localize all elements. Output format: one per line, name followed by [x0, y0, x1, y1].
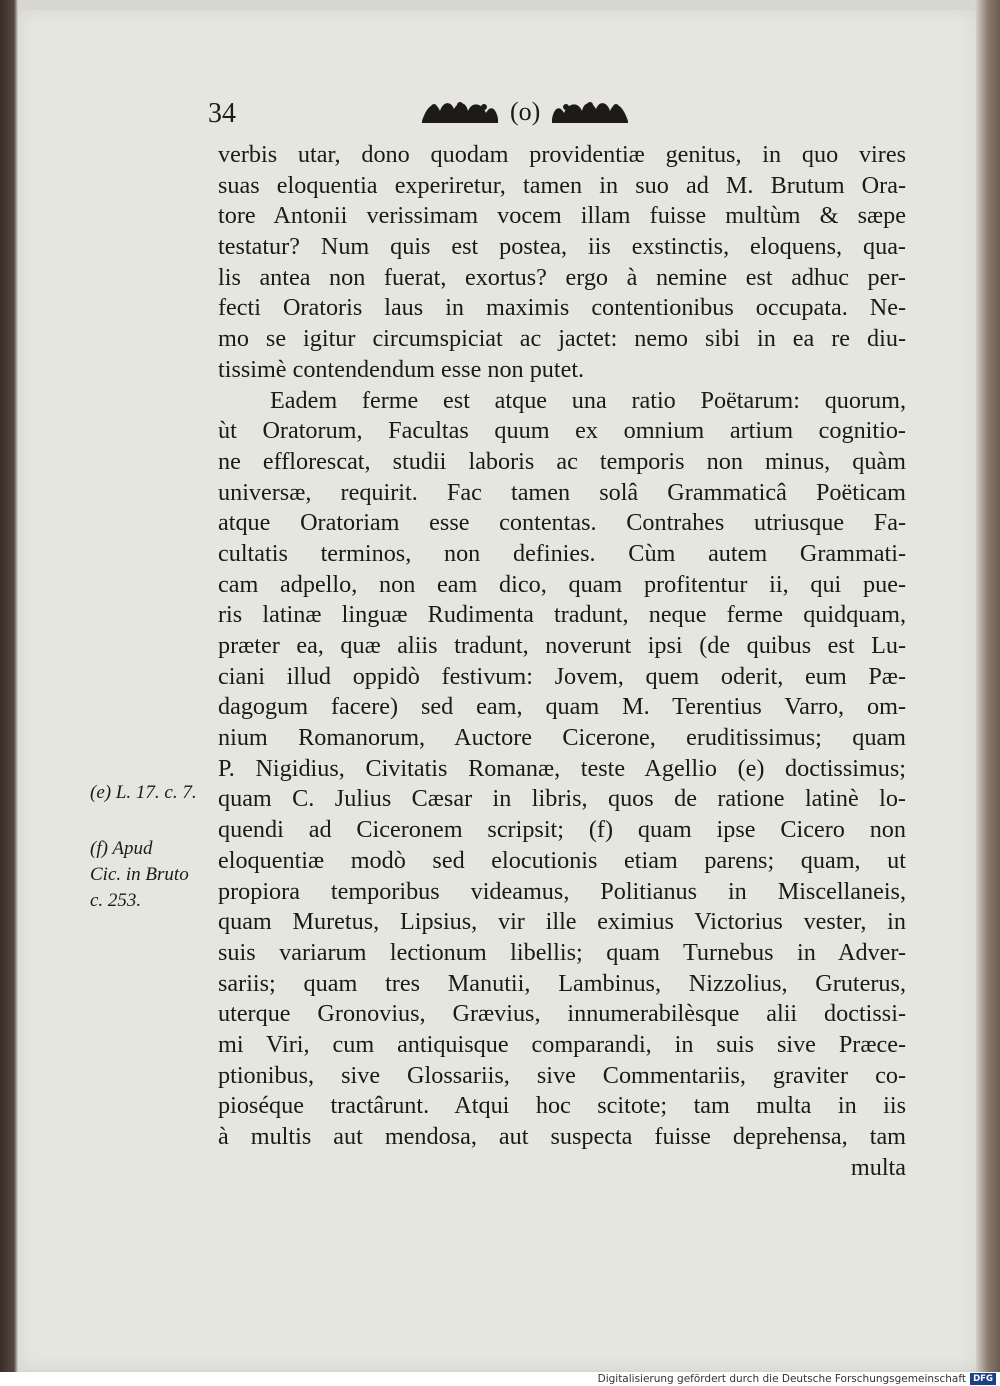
page-number: 34 — [208, 98, 236, 129]
text-line: ùt Oratorum, Facultas quum ex omnium artium cognitio- — [218, 417, 906, 445]
text-line: tore Antonii verissimam vocem illam fuisse multùm & sæpe — [218, 202, 906, 230]
text-line: eloquentiæ modò sed elocutionis etiam parens; quam, ut — [218, 846, 906, 874]
text-line: lis antea non fuerat, exortus? ergo à nemine est adhuc per- — [218, 263, 906, 291]
text-line: mi Viri, cum antiquisque comparandi, in suis sive Præce- — [218, 1030, 906, 1058]
text-line: cam adpello, non eam dico, quam profitentur ii, qui pue- — [218, 570, 906, 598]
text-line: propiora temporibus videamus, Politianus in Miscellaneis, — [218, 877, 906, 905]
text-line: P. Nigidius, Civitatis Romanæ, teste Agellio (e) doctissimus; — [218, 754, 906, 782]
page-header — [190, 92, 910, 132]
text-line: fecti Oratoris laus in maximis contentionibus occupata. Ne- — [218, 294, 906, 322]
text-line: ciani illud oppidò festivum: Jovem, quem oderit, eum Pæ- — [218, 662, 906, 690]
text-line: cultatis terminos, non definies. Cùm autem Grammati- — [218, 539, 906, 567]
body-text — [218, 140, 906, 1183]
text-line: atque Oratoriam esse contentas. Contrahes utriusque Fa- — [218, 509, 906, 537]
catchword: multa — [850, 1153, 906, 1181]
text-line: uterque Gronovius, Grævius, innumerabilèsque alii doctissi- — [218, 1000, 906, 1028]
margin-note-f-chapter: c. 253. — [90, 890, 142, 911]
footer-bar — [0, 1372, 1000, 1386]
text-line: quam C. Julius Cæsar in libris, quos de ratione latinè lo- — [218, 785, 906, 813]
text-line: dagogum facere) sed eam, quam M. Terentius Varro, om- — [218, 693, 906, 721]
left-ornament-icon — [420, 97, 500, 127]
text-line: verbis utar, dono quodam providentiæ genitus, in quo vires — [218, 141, 906, 168]
text-line: à multis aut mendosa, aut suspecta fuisse deprehensa, tam — [218, 1123, 906, 1150]
header-ornament — [420, 92, 630, 132]
funding-credit: Digitalisierung gefördert durch die Deutsche Forschungsgemeinschaft — [597, 1373, 966, 1385]
text-line: quam Muretus, Lipsius, vir ille eximius Victorius vester, in — [218, 908, 906, 936]
text-line: tissimè contendendum esse non putet. — [218, 355, 585, 383]
margin-note-f: (f) Apud — [90, 838, 153, 859]
text-line: nium Romanorum, Auctore Cicerone, eruditissimus; quam — [218, 724, 906, 752]
text-line: pioséque tractârunt. Atqui hoc scitote; tam multa in iis — [218, 1092, 906, 1120]
dfg-logo: DFG — [970, 1373, 996, 1385]
text-line: præter ea, quæ aliis tradunt, noverunt ipsi (de quibus est Lu- — [218, 632, 906, 659]
text-line: suis variarum lectionum libellis; quam Turnebus in Adver- — [218, 938, 906, 966]
header-center-mark: (o) — [510, 97, 541, 126]
text-line: suas eloquentia experiretur, tamen in suo ad M. Brutum Ora- — [218, 171, 906, 199]
text-line: ris latinæ linguæ Rudimenta tradunt, neque ferme quidquam, — [218, 601, 906, 629]
margin-note-e: (e) L. 17. c. 7. — [90, 782, 197, 803]
text-line: sariis; quam tres Manutii, Lambinus, Nizzolius, Gruterus, — [218, 969, 906, 997]
text-line: mo se igitur circumspiciat ac jactet: nemo sibi in ea re diu- — [218, 325, 906, 353]
text-line: universæ, requirit. Fac tamen solâ Grammaticâ Poëticam — [218, 478, 906, 506]
margin-note-f-source: Cic. in Bruto — [90, 864, 189, 885]
text-line: ne efflorescat, studii laboris ac temporis non minus, quàm — [218, 447, 906, 475]
paragraph-start-line: Eadem ferme est atque una ratio Poëtarum: quorum, — [270, 386, 906, 414]
right-ornament-icon — [550, 97, 630, 127]
text-line: ptionibus, sive Glossariis, sive Commentariis, graviter co- — [218, 1061, 906, 1089]
text-line: testatur? Num quis est postea, iis exstinctis, eloquens, qua- — [218, 233, 906, 261]
text-line: quendi ad Ciceronem scripsit; (f) quam ipse Cicero non — [218, 816, 906, 844]
